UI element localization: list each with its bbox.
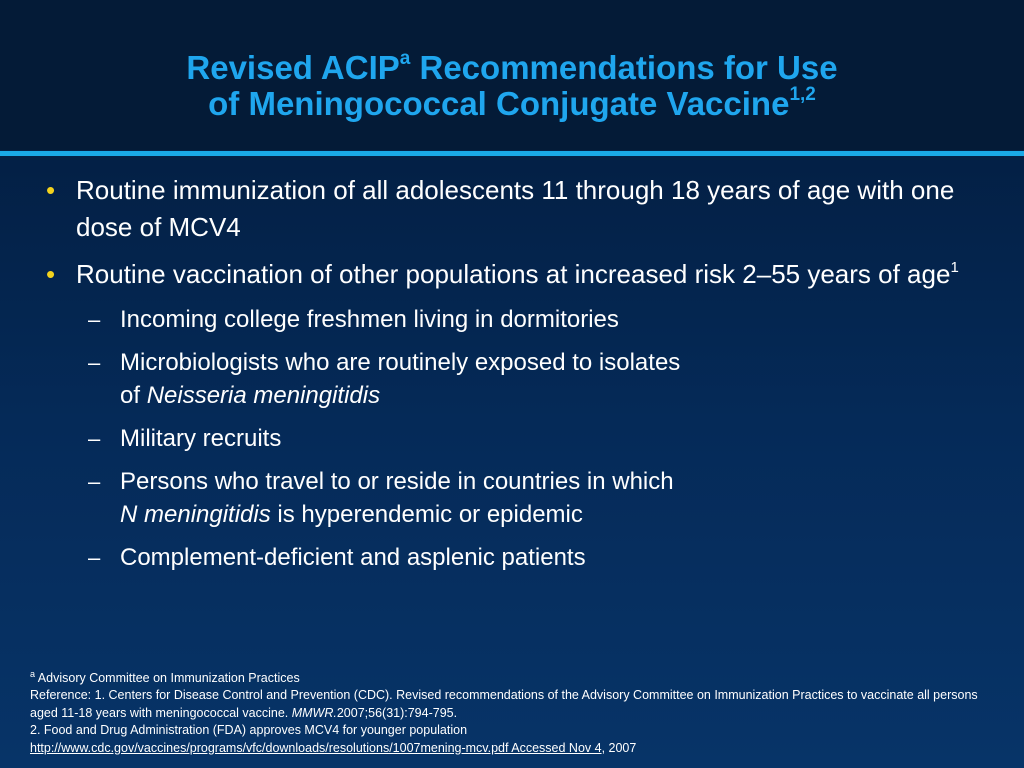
- title-line-2: [0, 86, 1024, 122]
- title-line-1: [0, 50, 1024, 86]
- dash-icon: –: [88, 545, 101, 570]
- title-footnote-marker: a: [399, 48, 411, 69]
- reference-marker: 1: [950, 259, 959, 276]
- bullet-text: Routine vaccination of other populations at increased risk 2–55 years of age: [76, 259, 951, 289]
- dash-icon: –: [88, 307, 101, 332]
- dash-icon: –: [88, 426, 101, 451]
- title-text-b: Recommendations for Use: [410, 49, 838, 86]
- sub-item-text: Complement-deficient and asplenic patients: [120, 544, 586, 571]
- footnote-marker: a: [30, 669, 36, 679]
- sub-item-text: Microbiologists who are routinely exposed to isolates: [120, 349, 681, 376]
- bullet-text: Routine immunization of all adolescents 11 through 18 years of age with one dose of MCV4: [76, 175, 955, 242]
- dash-icon: –: [88, 350, 101, 375]
- title-reference-marker: 1,2: [789, 84, 816, 105]
- journal-name: MMWR.: [291, 705, 337, 720]
- sub-item: [46, 346, 976, 412]
- sub-item: [46, 465, 976, 531]
- title-divider: [0, 151, 1024, 156]
- sub-item-text: Military recruits: [120, 425, 282, 452]
- sub-item: [46, 422, 976, 455]
- reference-1: [30, 687, 1000, 722]
- title-text-line2: of Meningococcal Conjugate Vaccine: [208, 85, 790, 122]
- sub-item-text: of: [120, 382, 147, 409]
- reference-citation: 2007;56(31):794-795.: [336, 705, 458, 720]
- bullet-item: [46, 256, 976, 293]
- slide-title: [0, 50, 1024, 122]
- reference-text: 2. Food and Drug Administration (FDA) approves MCV4 for younger population: [30, 723, 468, 738]
- sub-item-text: Incoming college freshmen living in dormitories: [120, 306, 619, 333]
- dash-icon: –: [88, 469, 101, 494]
- reference-2-link-line: [30, 740, 1000, 757]
- references: [30, 670, 1000, 757]
- reference-text: , 2007: [601, 740, 637, 755]
- bullet-dot-icon: •: [46, 175, 56, 205]
- slide-body: [46, 172, 976, 584]
- footnote-a: [30, 670, 1000, 687]
- organism-name: N meningitidis: [120, 501, 271, 528]
- reference-2: [30, 722, 1000, 739]
- bullet-item: [46, 172, 976, 246]
- reference-link[interactable]: http://www.cdc.gov/vaccines/programs/vfc/downloads/resolutions/1007mening-mcv.pdf Accessed Nov 4: [30, 740, 602, 755]
- reference-text: Reference: 1. Centers for Disease Control and Prevention (CDC). Revised recommendations of the Advisory Committee on Immunization Practices to vaccinate all persons aged 11-18 years with meningococcal vaccine.: [30, 688, 978, 720]
- sub-item: [46, 541, 976, 574]
- title-text-a: Revised ACIP: [186, 49, 400, 86]
- sub-item-text: is hyperendemic or epidemic: [270, 501, 583, 528]
- footnote-text: Advisory Committee on Immunization Practices: [35, 671, 300, 685]
- bullet-dot-icon: •: [46, 259, 56, 289]
- sub-item-text: Persons who travel to or reside in countries in which: [120, 468, 674, 495]
- organism-name: Neisseria meningitidis: [146, 382, 381, 409]
- sub-item: [46, 303, 976, 336]
